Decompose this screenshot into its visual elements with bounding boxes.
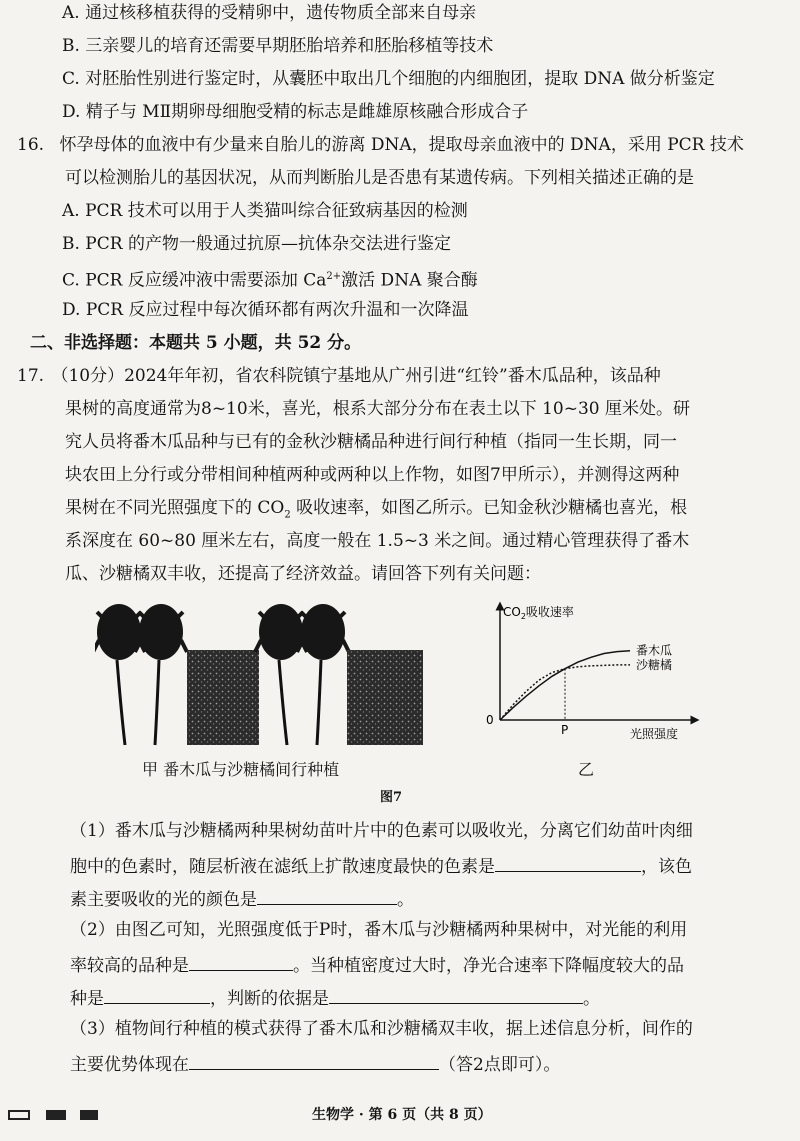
papaya-tree-1 (95, 604, 145, 745)
footer-registration-mark-2 (46, 1110, 66, 1120)
papaya-tree-4 (297, 604, 349, 745)
q17-sub2-line3-post: 。 (583, 989, 600, 1009)
q17-sub2-line3-pre: 种是 (70, 989, 104, 1009)
q17-sub1-line1: （1）番木瓜与沙糖橘两种果树幼苗叶片中的色素可以吸收光，分离它们幼苗叶肉细 (70, 821, 693, 841)
footer-registration-mark-3 (80, 1110, 98, 1120)
q17-sub3-line2 (70, 1051, 560, 1076)
q16-option-c-pre: C. PCR 反应缓冲液中需要添加 Ca (62, 270, 327, 291)
q17-sub1-line2 (70, 853, 692, 878)
q17-line3: 究人员将番木瓜品种与已有的金秋沙糖橘品种进行间行种植（指同一生长期，同一 (65, 432, 677, 452)
q17-sub3-line2-post: （答2点即可）。 (439, 1055, 561, 1075)
q17-line5-pre: 果树在不同光照强度下的 CO (65, 498, 285, 518)
q16-option-a: A. PCR 技术可以用于人类猫叫综合征致病基因的检测 (62, 201, 468, 221)
q15-option-a: A. 通过核移植获得的受精卵中，遗传物质全部来自母亲 (62, 3, 477, 23)
q17-sub2-line3 (70, 985, 600, 1010)
q17-sub2-line3-mid: ，判断的依据是 (210, 989, 329, 1009)
q17-sub1-line3-pre: 素主要吸收的光的颜色是 (70, 890, 257, 910)
q15-option-d: D. 精子与 MⅡ期卵母细胞受精的标志是雌雄原核融合形成合子 (62, 102, 529, 122)
citrus-band-1 (187, 650, 259, 745)
answer-blank-5[interactable] (329, 985, 583, 1004)
figure-a-intercropping (95, 600, 425, 748)
answer-blank-3[interactable] (189, 952, 293, 971)
answer-blank-6[interactable] (189, 1051, 439, 1070)
q17-sub1-line2-pre: 胞中的色素时，随层析液在滤纸上扩散速度最快的色素是 (70, 857, 495, 877)
q17-sub3-line1: （3）植物间行种植的模式获得了番木瓜和沙糖橘双丰收，据上述信息分析，间作的 (70, 1019, 693, 1039)
section-2-title: 二、非选择题：本题共 5 小题，共 52 分。 (30, 333, 362, 353)
footer-page-number: 生物学 · 第 6 页（共 8 页） (312, 1107, 492, 1123)
q17-line5-post: 吸收速率，如图乙所示。已知金秋沙糖橘也喜光，根 (290, 498, 688, 518)
q17-line5 (65, 497, 687, 526)
q16-option-b: B. PCR 的产物一般通过抗原—抗体杂交法进行鉴定 (62, 234, 451, 254)
q15-option-c: C. 对胚胎性别进行鉴定时，从囊胚中取出几个细胞的内细胞团，提取 DNA 做分析鉴定 (62, 69, 715, 89)
q16-stem-text1: 怀孕母体的血液中有少量来自胎儿的游离 DNA，提取母亲血液中的 DNA，采用 PCR 技术 (59, 135, 744, 155)
q16-option-d: D. PCR 反应过程中每次循环都有两次升温和一次降温 (62, 300, 469, 320)
chart-series-papaya-label: 番木瓜 (636, 643, 673, 658)
figure-a-caption: 甲 番木瓜与沙糖橘间行种植 (142, 760, 340, 779)
chart-origin-label: 0 (486, 713, 494, 727)
figure-b-chart (480, 598, 700, 748)
q17-number: 17. (17, 366, 45, 386)
figure-b-caption: 乙 (578, 760, 595, 779)
answer-blank-1[interactable] (495, 853, 641, 872)
q16-option-c-sup: 2+ (326, 271, 342, 282)
q16-number: 16. (17, 135, 45, 155)
q16-option-c (62, 266, 478, 292)
citrus-band-2 (347, 650, 423, 745)
q17-line5-sub: 2 (284, 509, 291, 521)
chart-y-label: $CO_2$吸收速率 (503, 605, 574, 621)
q17-sub3-line2-pre: 主要优势体现在 (70, 1055, 189, 1075)
chart-series-citrus-label: 沙糖橘 (636, 657, 673, 672)
q17-line6: 系深度在 60~80 厘米左右，高度一般在 1.5~3 米之间。通过精心管理获得了番木 (65, 531, 690, 551)
q17-sub2-line1: （2）由图乙可知，光照强度低于P时，番木瓜与沙糖橘两种果树中，对光能的利用 (70, 920, 688, 940)
q17-line4: 块农田上分行或分带相间种植两种或两种以上作物，如图7甲所示），并测得这两种 (65, 465, 680, 485)
papaya-tree-2 (135, 604, 187, 745)
q16-option-c-post: 激活 DNA 聚合酶 (341, 270, 478, 291)
q17-sub2-line2-pre: 率较高的品种是 (70, 956, 189, 976)
q15-option-b: B. 三亲婴儿的培育还需要早期胚胎培养和胚胎移植等技术 (62, 36, 494, 56)
q17-sub1-line3-post: 。 (397, 890, 414, 910)
q16-stem-line1 (17, 134, 744, 156)
answer-blank-2[interactable] (257, 886, 397, 905)
footer-registration-mark-1 (8, 1110, 30, 1120)
q16-stem-line2: 可以检测胎儿的基因状况，从而判断胎儿是否患有某遗传病。下列相关描述正确的是 (65, 168, 694, 188)
chart-p-label: P (561, 723, 569, 737)
answer-blank-4[interactable] (104, 985, 210, 1004)
q17-sub2-line2 (70, 952, 684, 977)
q17-line7: 瓜、沙糖橘双丰收，还提高了经济效益。请回答下列有关问题： (65, 564, 541, 584)
q17-line2: 果树的高度通常为8~10米，喜光，根系大部分分布在表土以下 10~30 厘米处。研 (65, 399, 691, 419)
q17-line1-text: （10分）2024年年初，省农科院镇宁基地从广州引进“红铃”番木瓜品种，该品种 (51, 366, 661, 386)
figure-7-label: 图7 (380, 790, 403, 805)
q17-line1 (17, 365, 661, 387)
chart-x-label: 光照强度 (630, 727, 679, 741)
q17-sub2-line2-post: 。当种植密度过大时，净光合速率下降幅度较大的品 (293, 956, 684, 976)
q17-sub1-line2-post: ，该色 (641, 857, 692, 877)
q17-sub1-line3 (70, 886, 414, 911)
papaya-tree-3 (255, 604, 307, 745)
